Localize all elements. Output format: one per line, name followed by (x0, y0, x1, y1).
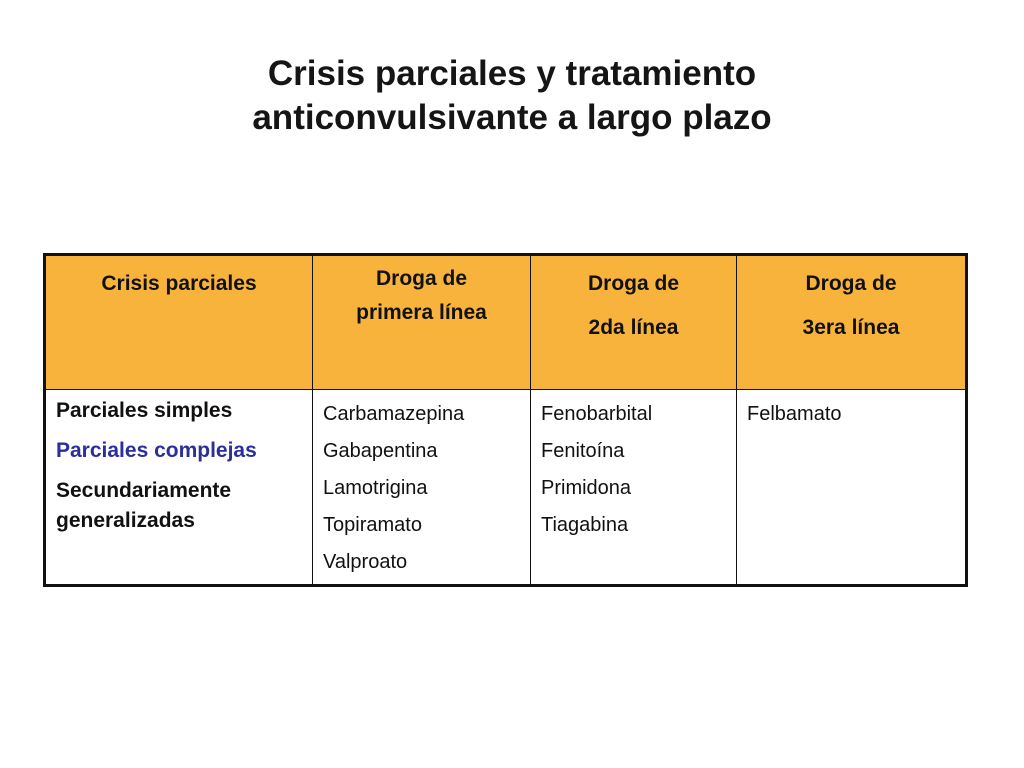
seizure-type-item: Secundariamente generalizadas (56, 479, 232, 532)
seizure-type-item: Parciales complejas (56, 439, 257, 462)
slide-title-line-2: anticonvulsivante a largo plazo (252, 98, 772, 137)
header-crisis-parciales: Crisis parciales (45, 255, 313, 390)
slide-title-line-1: Crisis parciales y tratamiento (267, 54, 757, 93)
header-tercera-linea: Droga de 3era línea (737, 255, 967, 390)
drug-item: Primidona (541, 477, 632, 499)
first-line-drugs-cell (313, 390, 531, 586)
slide-title (0, 52, 1024, 140)
drug-item: Felbamato (747, 403, 842, 425)
drug-item: Fenitoína (541, 440, 625, 462)
drug-item: Lamotrigina (323, 477, 428, 499)
drug-item: Gabapentina (323, 440, 438, 462)
anticonvulsant-table (43, 253, 968, 587)
seizure-type-item: Parciales simples (56, 399, 233, 422)
seizure-types-cell (45, 390, 313, 586)
drug-item: Valproato (323, 551, 408, 573)
table-row (45, 390, 967, 586)
drug-item: Topiramato (323, 514, 422, 536)
drug-item: Carbamazepina (323, 403, 465, 425)
third-line-drugs-cell (737, 390, 967, 586)
drug-item: Tiagabina (541, 514, 629, 536)
table-header-row (45, 255, 967, 390)
second-line-drugs-cell (531, 390, 737, 586)
header-primera-linea: Droga de primera línea (313, 255, 531, 390)
header-segunda-linea: Droga de 2da línea (531, 255, 737, 390)
drug-item: Fenobarbital (541, 403, 653, 425)
